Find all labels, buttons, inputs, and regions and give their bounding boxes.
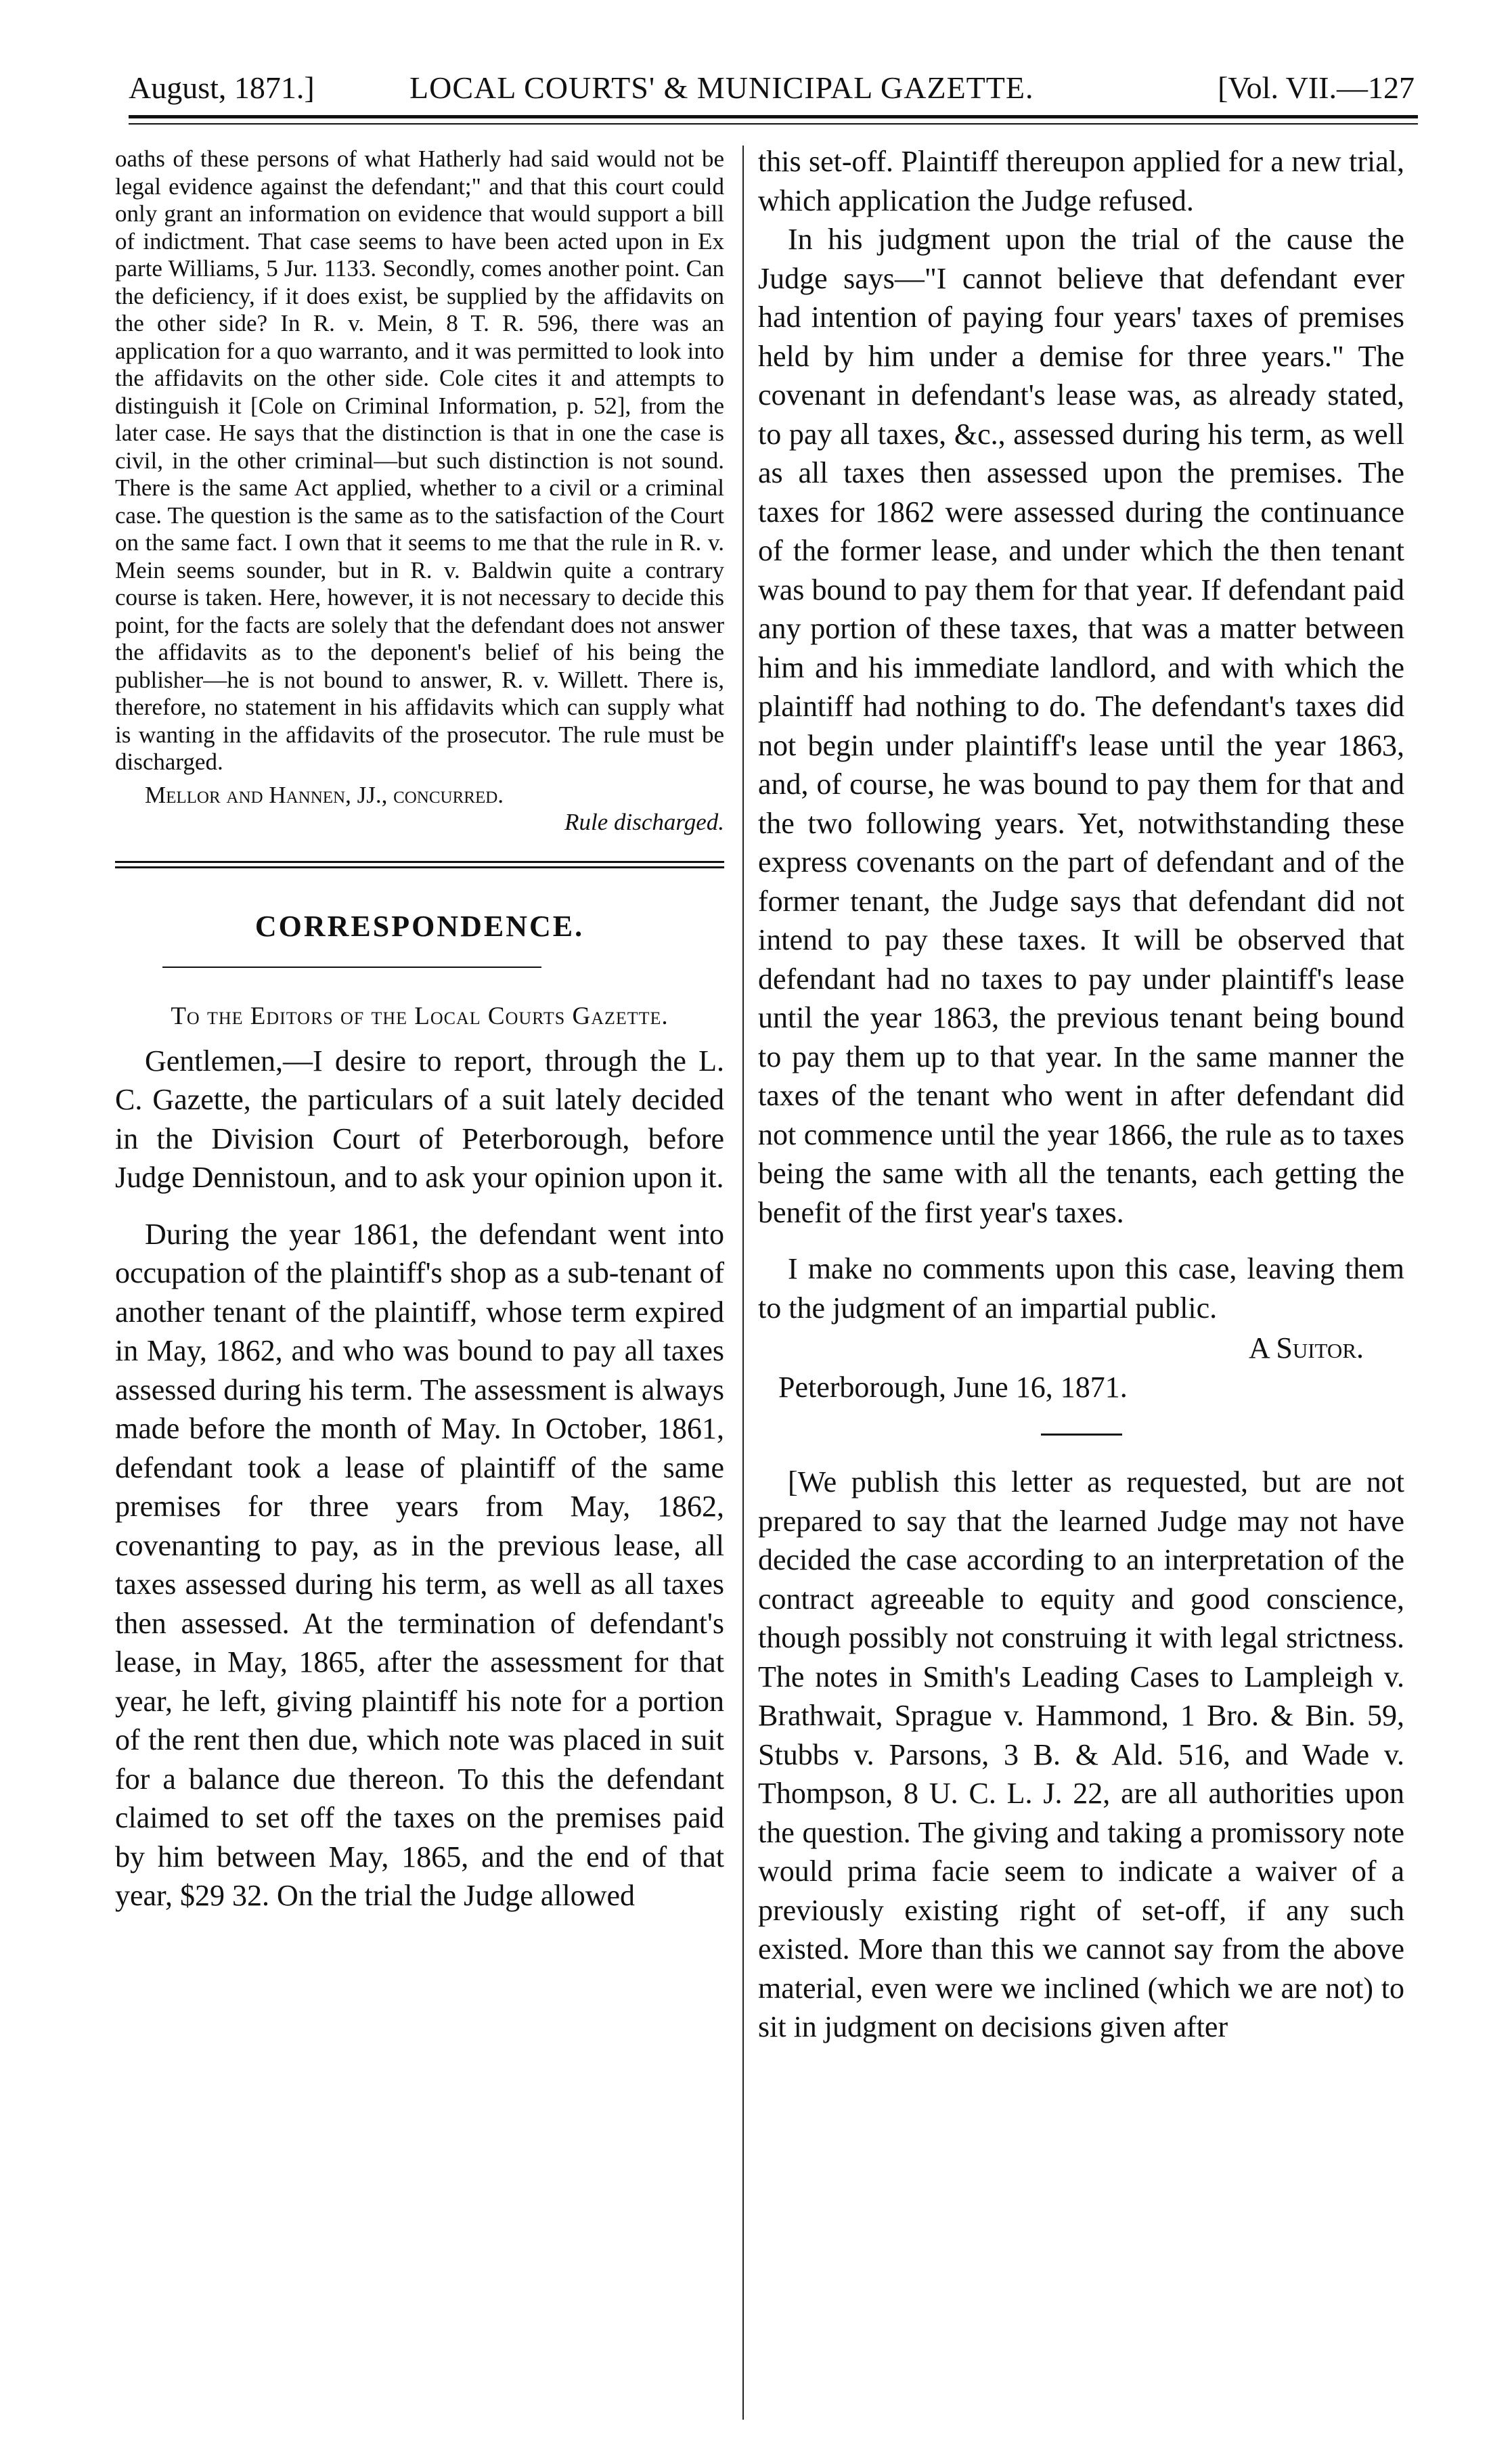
- rule-discharged: Rule discharged.: [564, 809, 724, 835]
- continuation-paragraph: this set-off. Plaintiff thereupon applied for a new trial, which application the Judge refused.: [758, 145, 1404, 217]
- header-rule-thick: [129, 115, 1418, 118]
- volume-page: [Vol. VII.—127: [1218, 70, 1415, 105]
- salutation-paragraph: Gentlemen,—I desire to report, through the L. C. Gazette, the particulars of a suit lately decided in the Division Court of Peterborough, before Judge Dennistoun, and to ask your opinion upon it.: [115, 1044, 724, 1194]
- facts-paragraph: During the year 1861, the defendant went into occupation of the plaintiff's shop as a sub-tenant of another tenant of the plaintiff, whose term expired in May, 1862, and who was bound to pay all taxes assessed during his term. The assessment is always made before the month of May. In October, 1861, defendant took a lease of plaintiff of the same premises for three years from May, 1862, covenanting to pay, as in the previous lease, all taxes assessed during his term, as well as all taxes then assessed. At the termination of defendant's lease, in May, 1865, after the assessment for that year, he left, giving plaintiff his note for a portion of the rent then due, which note was placed in suit for a balance due thereon. To this the defendant claimed to set off the taxes on the premises paid by him between May, 1865, and the end of that year, $29 32. On the trial the Judge allowed: [115, 1217, 724, 1912]
- section-title: CORRESPONDENCE.: [254, 909, 585, 943]
- section-separator: [115, 861, 724, 868]
- concurrence-line: Mellor and Hannen, JJ., concurred.: [145, 781, 504, 808]
- left-column: [115, 146, 724, 1915]
- column-divider: [742, 146, 744, 2420]
- issue-date: August, 1871.]: [129, 70, 315, 105]
- publication-title: LOCAL COURTS' & MUNICIPAL GAZETTE.: [409, 70, 1034, 105]
- closing-paragraph: I make no comments upon this case, leaving them to the judgment of an impartial public.: [758, 1252, 1404, 1325]
- header-rule-thin: [129, 123, 1418, 125]
- judgment-paragraph: In his judgment upon the trial of the cause the Judge says—"I cannot believe that defendant ever had intention of paying four years' taxes of premises held by him under a demise for three years." The covenant in defendant's lease was, as already stated, to pay all taxes, &c., assessed during his term, as well as all taxes then assessed upon the premises. The taxes for 1862 were assessed during the continuance of the former lease, and under which the then tenant was bound to pay them for that year. If defendant paid any portion of these taxes, that was a matter between him and his immediate landlord, and with which the plaintiff had nothing to do. The defendant's taxes did not begin under plaintiff's lease until the year 1863, and, of course, he was bound to pay them for that and the two following years. Yet, notwithstanding these express covenants on the part of defendant and of the former tenant, the Judge says that defendant did not intend to pay these taxes. It will be observed that defendant had no taxes to pay under plaintiff's lease until the year 1863, the previous tenant being bound to pay them up to that year. In the same manner the taxes of the tenant who went in after defendant did not commence until the year 1866, the rule as to taxes being the same with all the tenants, each getting the benefit of the first year's taxes.: [758, 223, 1404, 1229]
- running-header: [129, 64, 1415, 112]
- addressee-line: To the Editors of the Local Courts Gazette.: [171, 1002, 669, 1030]
- note-separator: [1041, 1434, 1122, 1436]
- editor-note: [We publish this letter as requested, but are not prepared to say that the learned Judge may not have decided the case according to an interpretation of the contract agreeable to equity and good conscience, though possibly not construing it with legal strictness. The notes in Smith's Leading Cases to Lampleigh v. Brathwait, Sprague v. Hammond, 1 Bro. & Bin. 59, Stubbs v. Parsons, 3 B. & Ald. 516, and Wade v. Thompson, 8 U. C. L. J. 22, are all authorities upon the question. The giving and taking a promissory note would prima facie seem to indicate a waiver of a previously existing right of set-off, if any such existed. More than this we cannot say from the above material, even were we inclined (which we are not) to sit in judgment on decisions given after: [758, 1465, 1404, 2043]
- signature: A Suitor.: [1249, 1331, 1364, 1364]
- case-report-paragraph: oaths of these persons of what Hatherly had said would not be legal evidence against the defendant;" and that this court could only grant an information on evidence that would support a bill of indictment. That case seems to have been acted upon in Ex parte Williams, 5 Jur. 1133. Secondly, comes another point. Can the deficiency, if it does exist, be supplied by the affidavits on the other side? In R. v. Mein, 8 T. R. 596, there was an application for a quo warranto, and it was permitted to look into the affidavits on the other side. Cole cites it and attempts to distinguish it [Cole on Criminal Information, p. 52], from the later case. He says that the distinction is that in one the case is civil, in the other criminal—but such distinction is not sound. There is the same Act applied, whether to a civil or a criminal case. The question is the same as to the satisfaction of the Court on the same fact. I own that it seems to me that the rule in R. v. Mein seems sounder, but in R. v. Baldwin quite a contrary course is taken. Here, however, it is not necessary to decide this point, for the facts are solely that the defendant does not answer the affidavits as to the deponent's belief of his being the publisher—he is not bound to answer, R. v. Willett. There is, therefore, no statement in his affidavits which can supply what is wanting in the affidavits of the prosecutor. The rule must be discharged.: [115, 146, 724, 775]
- place-date-line: Peterborough, June 16, 1871.: [778, 1370, 1128, 1404]
- right-column: [758, 142, 1404, 2047]
- title-underline: [162, 967, 541, 968]
